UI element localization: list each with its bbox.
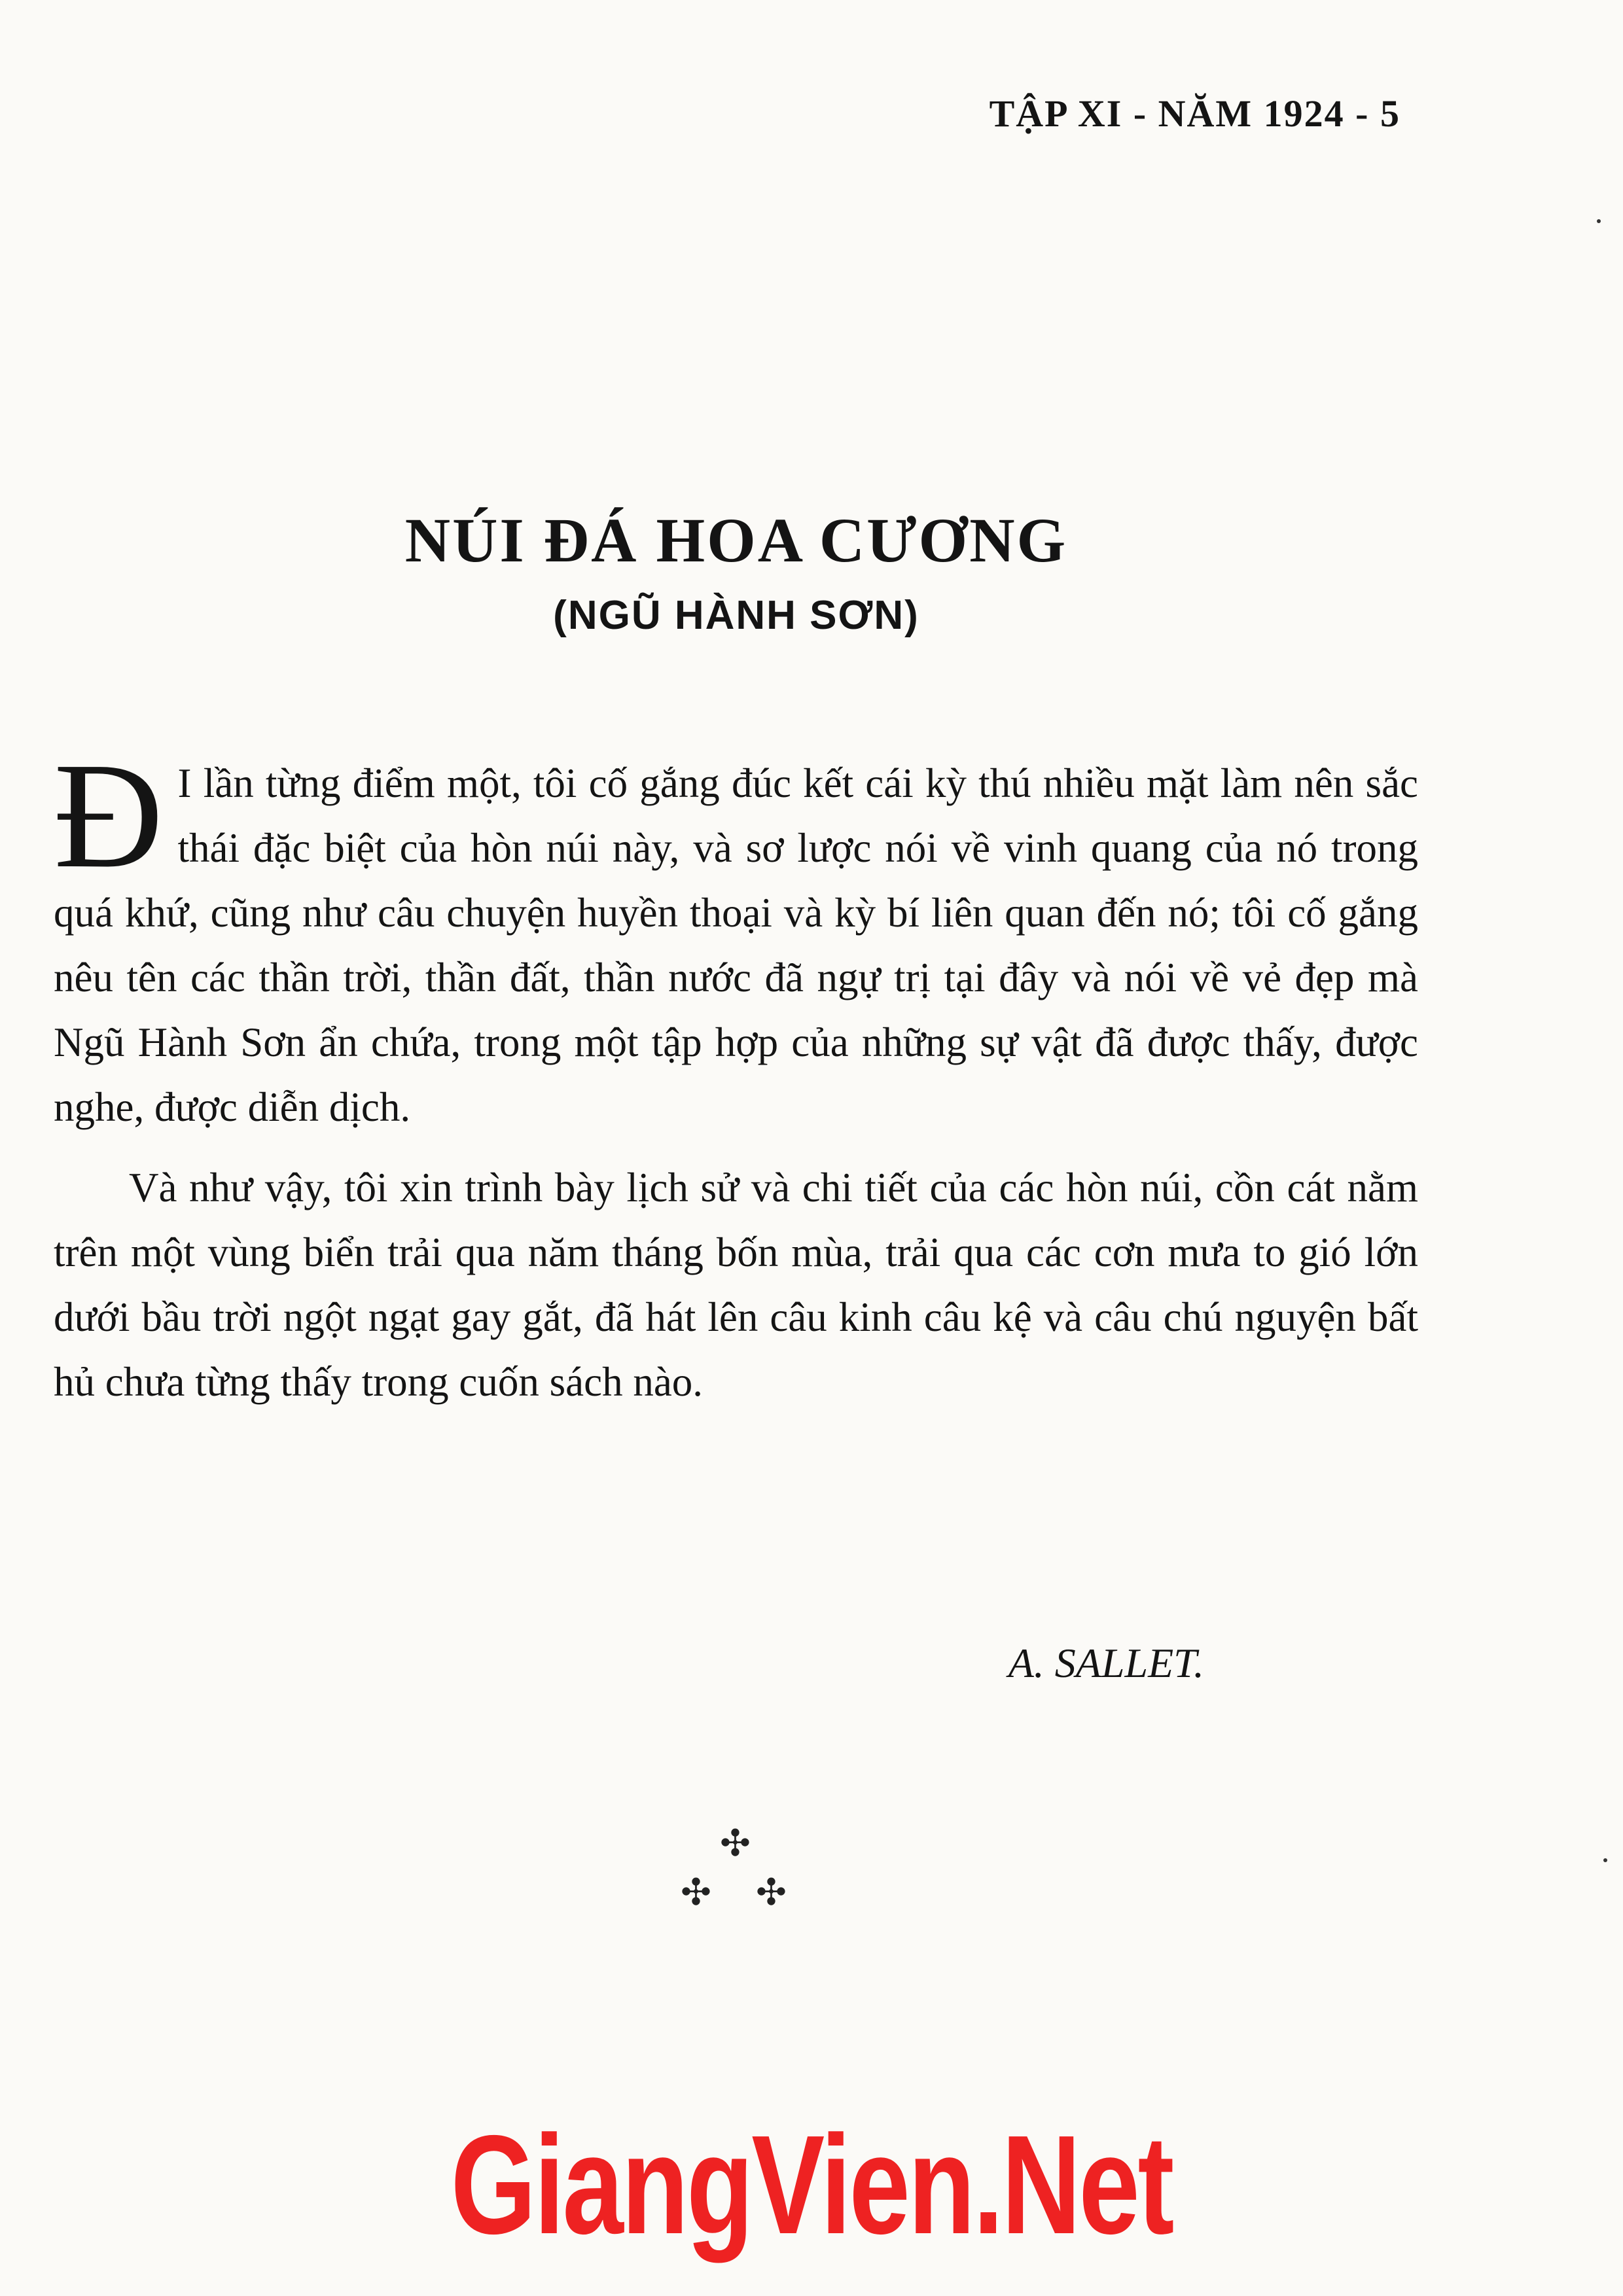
article-subtitle: (NGŨ HÀNH SƠN) <box>553 593 919 638</box>
article-body <box>54 732 1418 1415</box>
site-watermark: GiangVien.Net <box>450 2106 1173 2263</box>
ornament-glyph-top: ✣ <box>720 1822 751 1865</box>
paragraph-2: Và như vậy, tôi xin trình bày lịch sử và chi tiết của các hòn núi, cồn cát nằm trên một vùng biển trải qua năm tháng bốn mùa, trải qua các cơn mưa to gió lớn dưới bầu trời ngột ngạt gay gắt, đã hát lên câu kinh câu kệ và câu chú nguyện bất hủ chưa từng thấy trong cuốn sách nào. <box>54 1165 1418 1405</box>
ornament-glyph-left: ✣ <box>681 1871 711 1914</box>
author-signature: A. SALLET. <box>1008 1640 1204 1686</box>
article-title: NÚI ĐÁ HOA CƯƠNG <box>404 505 1068 575</box>
paragraph-1-text: I lần từng điểm một, tôi cố gắng đúc kết cái kỳ thú nhiều mặt làm nên sắc thái đặc biệt của hòn núi này, và sơ lược nói về vinh quang của nó trong quá khứ, cũng như câu chuyện huyền thoại và kỳ bí liên quan đến nó; tôi cố gắng nêu tên các thần trời, thần đất, thần nước đã ngự trị tại đây và nói về vẻ đẹp mà Ngũ Hành Sơn ẩn chứa, trong một tập hợp của những sự vật đã được thấy, được nghe, được diễn dịch. <box>54 760 1418 1130</box>
paragraph-1 <box>54 732 1418 1140</box>
section-ornament <box>681 1822 787 1930</box>
drop-cap: Đ <box>54 732 164 900</box>
scan-speck <box>1603 1858 1607 1862</box>
ornament-glyph-right: ✣ <box>756 1871 787 1914</box>
scan-speck <box>1597 219 1601 223</box>
running-head: TẬP XI - NĂM 1924 - 5 <box>989 92 1400 135</box>
